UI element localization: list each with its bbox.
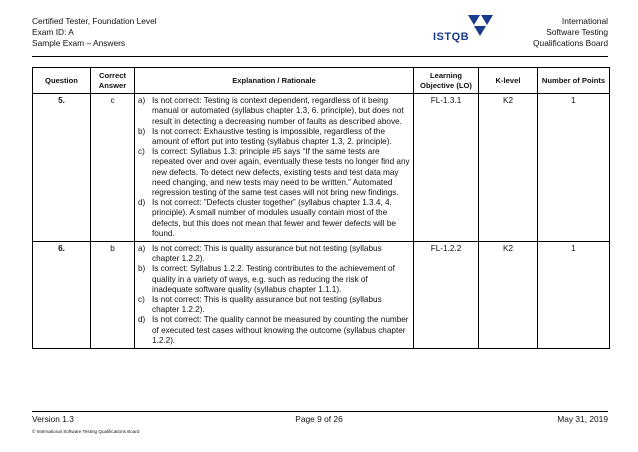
header-exam-id: Exam ID: A: [32, 27, 74, 37]
explanation-item: [138, 198, 410, 239]
learning-objective: FL-1.2.2: [414, 242, 479, 349]
header-org-line-3: Qualifications Board: [533, 38, 608, 48]
item-letter: a): [138, 96, 146, 106]
col-header-question: Question: [33, 68, 91, 94]
explanation-item: [138, 264, 410, 295]
item-text: Is not correct: This is quality assurance but not testing (syllabus chapter 1.2.2).: [152, 244, 382, 264]
explanation-item: [138, 244, 410, 264]
item-letter: d): [138, 198, 146, 208]
explanation-item: [138, 96, 410, 127]
item-letter: b): [138, 126, 146, 136]
item-text: Is correct: Syllabus 1.2.2. Testing contributes to the achievement of quality in a variety of ways, e.g. such as reducing the risk of inadequate software quality (syllabus chapter 1.1.1).: [152, 264, 395, 294]
question-number: 6.: [33, 242, 91, 349]
table-header-row: [33, 68, 610, 94]
header-left: [32, 16, 157, 49]
table-row: [33, 242, 610, 349]
col-header-learning-objective: Learning Objective (LO): [414, 68, 479, 94]
header-cert-title: Certified Tester, Foundation Level: [32, 16, 157, 26]
explanation-item: [138, 147, 410, 198]
header-divider: [32, 56, 608, 57]
answers-table: [32, 67, 610, 349]
item-letter: d): [138, 315, 146, 325]
item-text: Is not correct: ”Defects cluster together” (syllabus chapter 1.3.4, 4. principle). A small number of modules usually contain most of the defects, but this does not mean that fewer and fewer defects will be found.: [152, 198, 396, 238]
item-text: Is not correct: Testing is context dependent, regardless of it being manual or automated (syllabus chapter 1.3, 6. principle), but does not result in detecting a decreasing number of faults as described above.: [152, 96, 404, 126]
header-right: [533, 16, 608, 49]
k-level: K2: [479, 94, 538, 242]
learning-objective: FL-1.3.1: [414, 94, 479, 242]
item-text: Is not correct: Exhaustive testing is impossible, regardless of the amount of effort put into testing (syllabus chapter 1.3, 2. principle).: [152, 126, 392, 146]
footer-date: May 31, 2019: [557, 414, 608, 424]
correct-answer: b: [91, 242, 135, 349]
col-header-explanation: Explanation / Rationale: [135, 68, 414, 94]
item-letter: b): [138, 264, 146, 274]
footer-copyright: © International Software Testing Qualifications Board: [32, 429, 140, 434]
question-number: 5.: [33, 94, 91, 242]
points: 1: [538, 242, 610, 349]
item-text: Is correct: Syllabus 1.3: principle #5 says “If the same tests are repeated over and over again, eventually these tests no longer find any new defects. To detect new defects, existing tests and test data may need changing, and new tests may need to be written.” Automated regression testing of the same test cases will not bring new findings.: [152, 147, 410, 198]
footer-page-number: Page 9 of 26: [295, 414, 343, 424]
header-org-line-1: International: [561, 16, 608, 26]
correct-answer: c: [91, 94, 135, 242]
explanation-item: [138, 315, 410, 346]
item-letter: a): [138, 244, 146, 254]
item-letter: c): [138, 295, 145, 305]
item-text: Is not correct: The quality cannot be measured by counting the number of executed test cases without knowing the outcome (syllabus chapter 1.2.2).: [152, 315, 409, 345]
explanation-cell: [135, 242, 414, 349]
col-header-correct-answer: Correct Answer: [91, 68, 135, 94]
footer-version: Version 1.3: [32, 414, 74, 424]
explanation-cell: [135, 94, 414, 242]
points: 1: [538, 94, 610, 242]
explanation-item: [138, 127, 410, 147]
table-row: [33, 94, 610, 242]
k-level: K2: [479, 242, 538, 349]
header-doc-type: Sample Exam – Answers: [32, 38, 126, 48]
footer-divider: [32, 411, 608, 412]
istqb-logo-text: ISTQB: [433, 31, 470, 43]
col-header-k-level: K-level: [479, 68, 538, 94]
item-letter: c): [138, 147, 145, 157]
header-org-line-2: Software Testing: [546, 27, 608, 37]
explanation-item: [138, 295, 410, 315]
col-header-points: Number of Points: [538, 68, 610, 94]
item-text: Is not correct: This is quality assurance but not testing (syllabus chapter 1.2.2).: [152, 295, 382, 315]
